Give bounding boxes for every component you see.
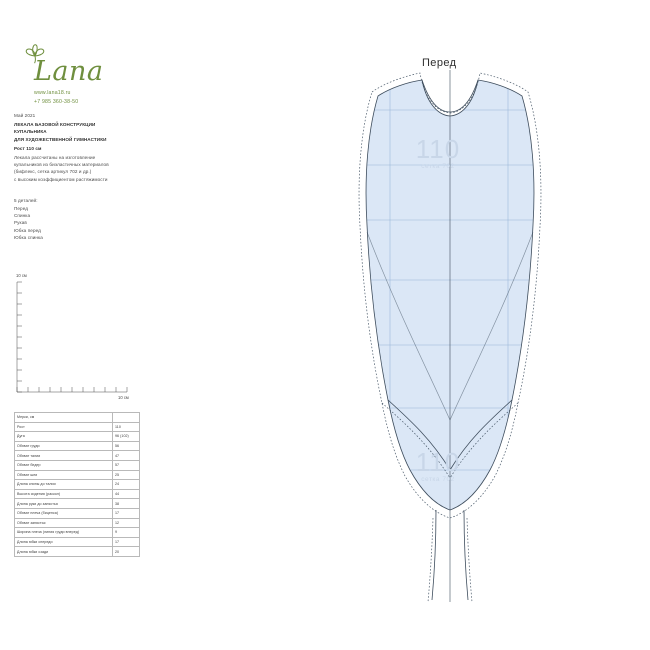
measure-label: Обхват плеча (бицепса) (15, 508, 113, 518)
scale-ruler (14, 273, 144, 405)
measure-label: Высота сидения (раскол) (15, 489, 113, 499)
measurements-table (14, 412, 140, 557)
measure-value: 47 (113, 451, 140, 461)
column-header-value (113, 413, 140, 423)
measure-label: Длина юбки сзади (15, 547, 113, 557)
document-info-column (14, 40, 174, 241)
measure-value: 110 (113, 422, 140, 432)
measure-label: Дуга (15, 432, 113, 442)
measure-value: 9 (113, 528, 140, 538)
ruler-bottom-label: 10 см (118, 395, 129, 400)
pattern-drawing (250, 0, 650, 650)
pattern-svg (250, 0, 650, 650)
table-row (15, 508, 140, 518)
document-description (14, 154, 174, 183)
title-line-1: ЛЕКАЛА БАЗОВОЙ КОНСТРУКЦИИ (14, 122, 96, 128)
measure-label: Ширина плеча (линия груди вперед) (15, 528, 113, 538)
title-line-2: КУПАЛЬНИКА (14, 129, 47, 135)
measure-value: 17 (113, 537, 140, 547)
measure-value: 38 (113, 499, 140, 509)
table-row (15, 451, 140, 461)
watermark-bottom-text: сетка 702 (421, 476, 455, 483)
measure-value: 24 (113, 480, 140, 490)
table-row (15, 489, 140, 499)
measure-label: Обхват запястья (15, 518, 113, 528)
table-row (15, 422, 140, 432)
watermark-top-text: сетка 702 (421, 163, 455, 170)
parts-list (14, 197, 174, 241)
brand-website: www.lana18.ru (34, 90, 71, 96)
measure-label: Обхват бедер (15, 460, 113, 470)
measure-label: Длина юбки спереди (15, 537, 113, 547)
table-row (15, 441, 140, 451)
ruler-top-label: 10 см (16, 273, 27, 278)
measure-value: 96 (102) (113, 432, 140, 442)
list-item: Перед (14, 206, 29, 212)
table-header-row (15, 413, 140, 423)
measurements-table-body (15, 413, 140, 557)
table-row (15, 432, 140, 442)
table-row (15, 518, 140, 528)
measure-label: Обхват талии (15, 451, 113, 461)
height-label: Рост 110 см (14, 145, 42, 151)
document-date: Май 2021 (14, 113, 36, 118)
measure-value: 17 (113, 508, 140, 518)
measure-value: 25 (113, 470, 140, 480)
measure-label: Длина спины до талии (15, 480, 113, 490)
table-row (15, 499, 140, 509)
brand-logo-block (14, 40, 174, 110)
measure-label: Обхват груди (15, 441, 113, 451)
table-row (15, 460, 140, 470)
ruler-graphic (14, 280, 144, 405)
measure-label: Обхват шеи (15, 470, 113, 480)
brand-phone: +7 985 360-38-50 (34, 99, 79, 105)
measure-value: 44 (113, 489, 140, 499)
description-line: купальников из биэластичных материалов (14, 162, 109, 168)
document-title (14, 121, 174, 143)
measure-label: Рост (15, 422, 113, 432)
title-line-3: ДЛЯ ХУДОЖЕСТВЕННОЙ ГИМНАСТИКИ (14, 136, 107, 142)
list-item: Рукав (14, 220, 27, 226)
description-line: (бифлекс, сетка артикул 702 и др.) (14, 169, 92, 175)
column-header-label: Мерки, см (15, 413, 113, 423)
measure-value: 12 (113, 518, 140, 528)
table-row (15, 537, 140, 547)
description-line: с высоким коэффициентом растяжимости (14, 176, 108, 182)
list-item: Юбка перед (14, 227, 41, 233)
table-row (15, 547, 140, 557)
table-row (15, 470, 140, 480)
measure-value: 56 (113, 441, 140, 451)
description-line: Лекала рассчитаны на изготовление (14, 155, 96, 161)
brand-name: Lana (34, 56, 104, 87)
table-row (15, 528, 140, 538)
measure-value: 57 (113, 460, 140, 470)
watermark-bottom-number: 110 (415, 447, 461, 477)
list-item: Спинка (14, 213, 31, 219)
table-row (15, 480, 140, 490)
pattern-fill-region (360, 60, 550, 560)
list-item: Юбка спинка (14, 234, 43, 240)
watermark-top-number: 110 (415, 134, 461, 164)
parts-heading: 5 деталей: (14, 197, 38, 203)
measure-label: Длина руки до запястья (15, 499, 113, 509)
piece-label-front: Перед (422, 57, 457, 69)
measure-value: 20 (113, 547, 140, 557)
